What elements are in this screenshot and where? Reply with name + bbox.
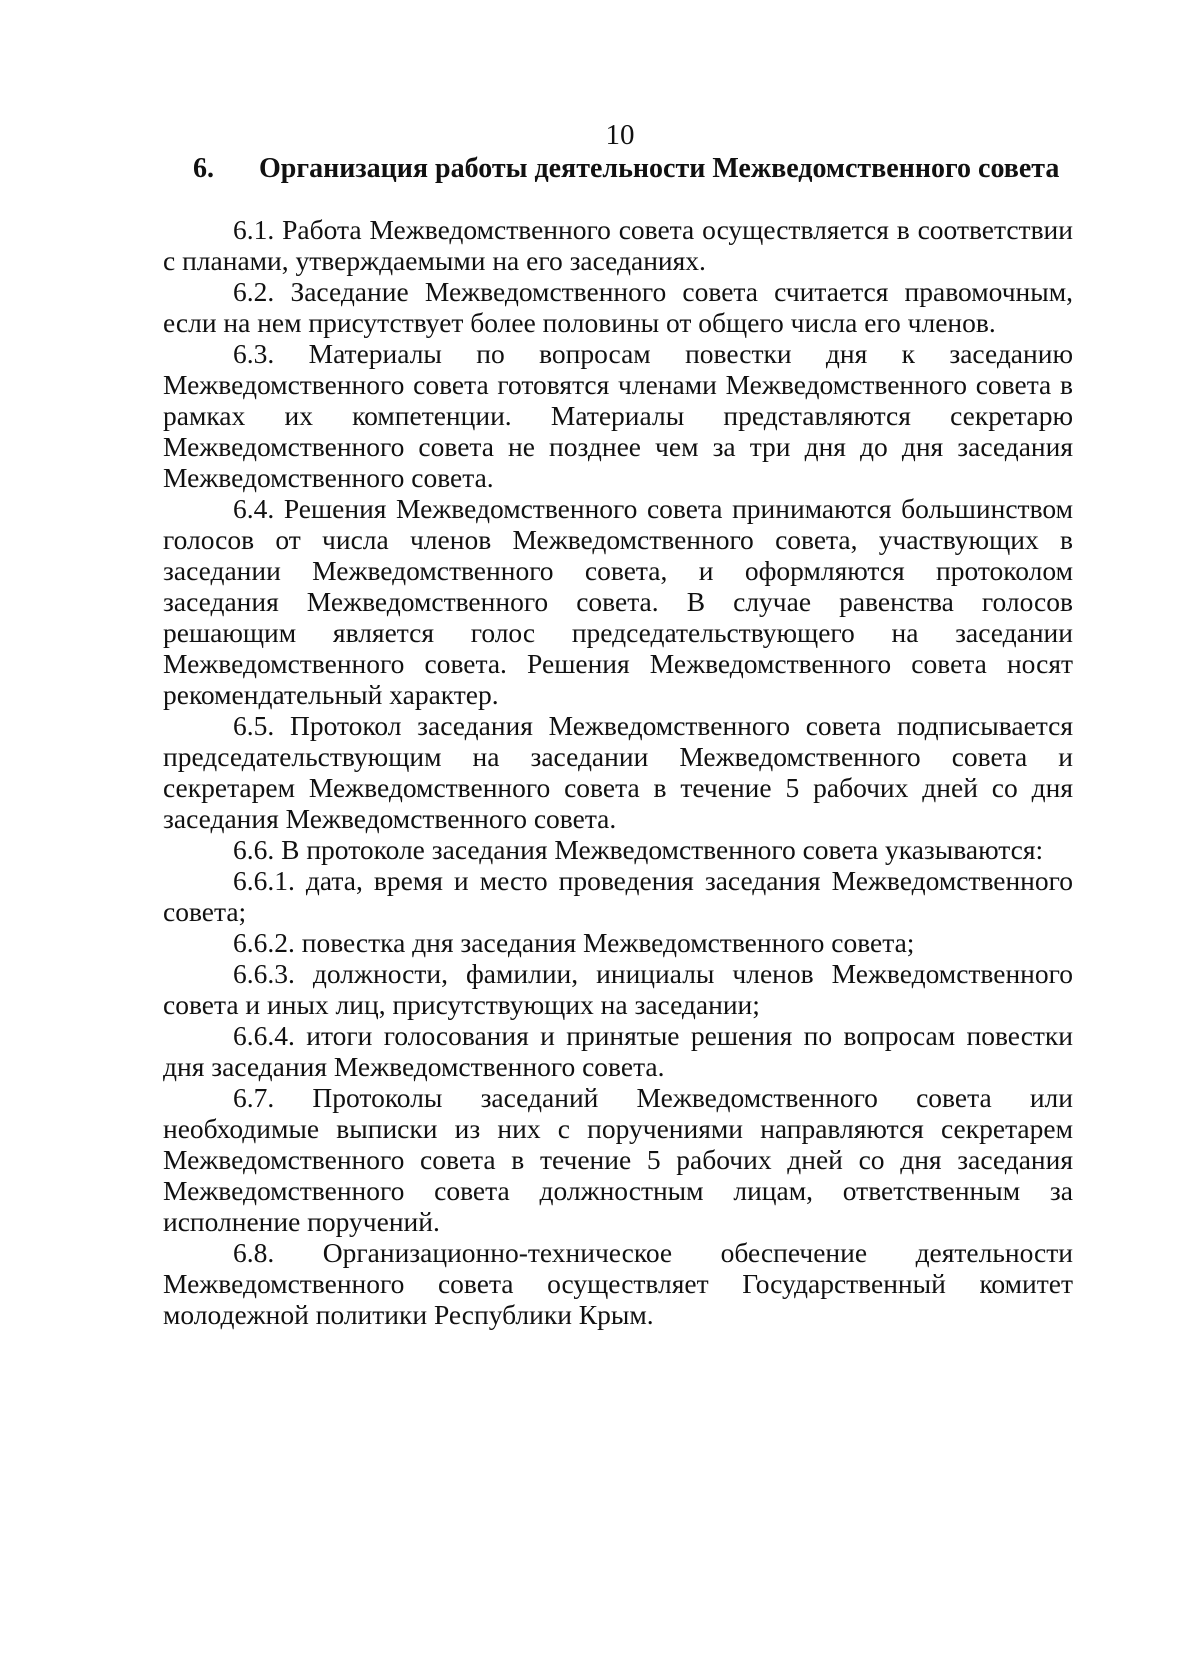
paragraph-6-6-1: 6.6.1. дата, время и место проведения заседания Межведомственного совета; [163,865,1073,927]
section-body [163,214,1073,1330]
paragraph-6-2: 6.2. Заседание Межведомственного совета считается правомочным, если на нем присутствует более половины от общего числа его членов. [163,276,1073,338]
section-title: Организация работы деятельности Межведомственного совета [259,153,1060,184]
paragraph-6-3: 6.3. Материалы по вопросам повестки дня к заседанию Межведомственного совета готовятся членами Межведомственного совета в рамках их компетенции. Материалы представляются секретарю Межведомственного совета не позднее чем за три дня до дня заседания Межведомственного совета. [163,338,1073,493]
page-number: 10 [605,119,635,151]
paragraph-6-8: 6.8. Организационно-техническое обеспечение деятельности Межведомственного совета осуществляет Государственный комитет молодежной политики Республики Крым. [163,1237,1073,1330]
paragraph-6-6-3: 6.6.3. должности, фамилии, инициалы членов Межведомственного совета и иных лиц, присутствующих на заседании; [163,958,1073,1020]
paragraph-6-7: 6.7. Протоколы заседаний Межведомственного совета или необходимые выписки из них с поручениями направляются секретарем Межведомственного совета в течение 5 рабочих дней со дня заседания Межведомственного совета должностным лицам, ответственным за исполнение поручений. [163,1082,1073,1237]
paragraph-6-4: 6.4. Решения Межведомственного совета принимаются большинством голосов от числа членов Межведомственного совета, участвующих в заседании Межведомственного совета, и оформляются протоколом заседания Межведомственного совета. В случае равенства голосов решающим является голос председательствующего на заседании Межведомственного совета. Решения Межведомственного совета носят рекомендательный характер. [163,493,1073,710]
section-number: 6. [193,153,214,184]
paragraph-6-6: 6.6. В протоколе заседания Межведомственного совета указываются: [233,834,1044,865]
paragraph-6-6-4: 6.6.4. итоги голосования и принятые решения по вопросам повестки дня заседания Межведомственного совета. [163,1020,1073,1082]
paragraph-6-6-2: 6.6.2. повестка дня заседания Межведомственного совета; [233,927,915,958]
paragraph-6-5: 6.5. Протокол заседания Межведомственного совета подписывается председательствующим на заседании Межведомственного совета и секретарем Межведомственного совета в течение 5 рабочих дней со дня заседания Межведомственного совета. [163,710,1073,834]
paragraph-6-1: 6.1. Работа Межведомственного совета осуществляется в соответствии с планами, утверждаемыми на его заседаниях. [163,214,1073,276]
section-heading [193,152,1093,186]
